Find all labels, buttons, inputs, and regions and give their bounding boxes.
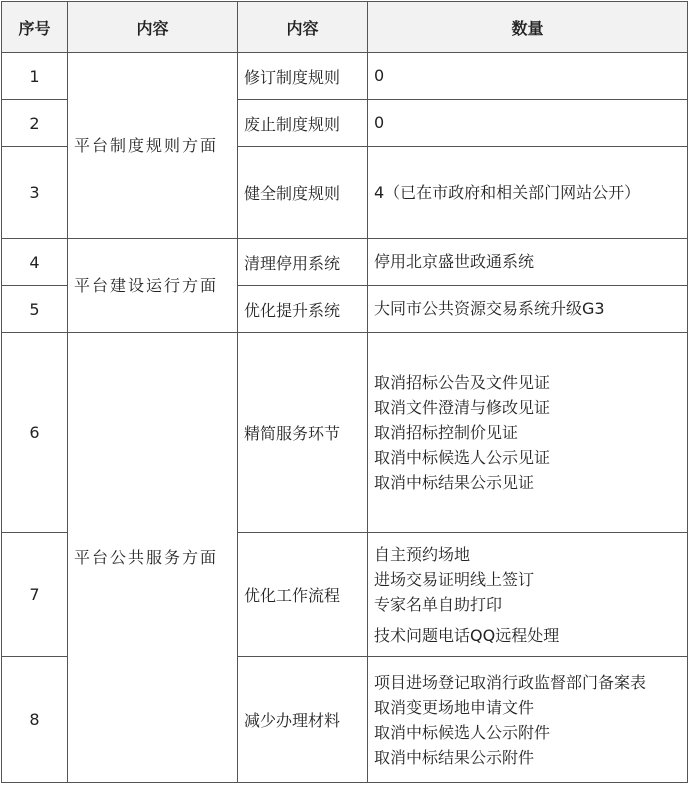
category-cell: 平台建设运行方面 bbox=[68, 239, 238, 333]
quantity-cell bbox=[368, 533, 688, 657]
item-cell: 减少办理材料 bbox=[238, 657, 368, 783]
quantity-line: 取消中标候选人公示附件 bbox=[374, 722, 551, 742]
header-row bbox=[2, 2, 688, 53]
quantity-line: 取消招标控制价见证 bbox=[374, 423, 519, 442]
quantity-line: 取消变更场地申请文件 bbox=[374, 697, 535, 717]
quantity-cell: 停用北京盛世政通系统 bbox=[368, 239, 688, 286]
quantity-line: 取消中标候选人公示见证 bbox=[374, 448, 551, 467]
seq-cell: 4 bbox=[2, 239, 68, 286]
seq-cell: 3 bbox=[2, 147, 68, 239]
quantity-line: 专家名单自助打印 bbox=[374, 594, 503, 614]
quantity-cell: 0 bbox=[368, 53, 688, 100]
measures-table bbox=[1, 1, 688, 783]
quantity-line: 技术问题电话QQ远程处理 bbox=[374, 625, 560, 645]
item-cell: 废止制度规则 bbox=[238, 100, 368, 147]
header-content-category: 内容 bbox=[68, 2, 238, 53]
quantity-line: 取消招标公告及文件见证 bbox=[374, 373, 551, 392]
quantity-line: 取消中标结果公示附件 bbox=[374, 747, 535, 767]
table-row bbox=[2, 333, 688, 533]
quantity-cell: 0 bbox=[368, 100, 688, 147]
item-cell: 优化工作流程 bbox=[238, 533, 368, 657]
quantity-line: 取消中标结果公示见证 bbox=[374, 473, 535, 492]
seq-cell: 2 bbox=[2, 100, 68, 147]
seq-cell: 1 bbox=[2, 53, 68, 100]
category-cell: 平台公共服务方面 bbox=[68, 333, 238, 783]
category-cell: 平台制度规则方面 bbox=[68, 53, 238, 239]
item-cell: 健全制度规则 bbox=[238, 147, 368, 239]
quantity-cell: 大同市公共资源交易系统升级G3 bbox=[368, 286, 688, 333]
quantity-line: 自主预约场地 bbox=[374, 544, 471, 564]
header-content-item: 内容 bbox=[238, 2, 368, 53]
quantity-line: 取消文件澄清与修改见证 bbox=[374, 398, 551, 417]
table-row bbox=[2, 53, 688, 100]
quantity-cell bbox=[368, 657, 688, 783]
header-seq: 序号 bbox=[2, 2, 68, 53]
quantity-cell bbox=[368, 333, 688, 533]
seq-cell: 7 bbox=[2, 533, 68, 657]
seq-cell: 8 bbox=[2, 657, 68, 783]
item-cell: 优化提升系统 bbox=[238, 286, 368, 333]
item-cell: 清理停用系统 bbox=[238, 239, 368, 286]
seq-cell: 5 bbox=[2, 286, 68, 333]
table-row bbox=[2, 239, 688, 286]
quantity-line: 进场交易证明线上签订 bbox=[374, 569, 535, 589]
quantity-line: 项目进场登记取消行政监督部门备案表 bbox=[374, 672, 647, 692]
item-cell: 精简服务环节 bbox=[238, 333, 368, 533]
item-cell: 修订制度规则 bbox=[238, 53, 368, 100]
quantity-cell: 4（已在市政府和相关部门网站公开） bbox=[368, 147, 688, 239]
seq-cell: 6 bbox=[2, 333, 68, 533]
header-quantity: 数量 bbox=[368, 2, 688, 53]
